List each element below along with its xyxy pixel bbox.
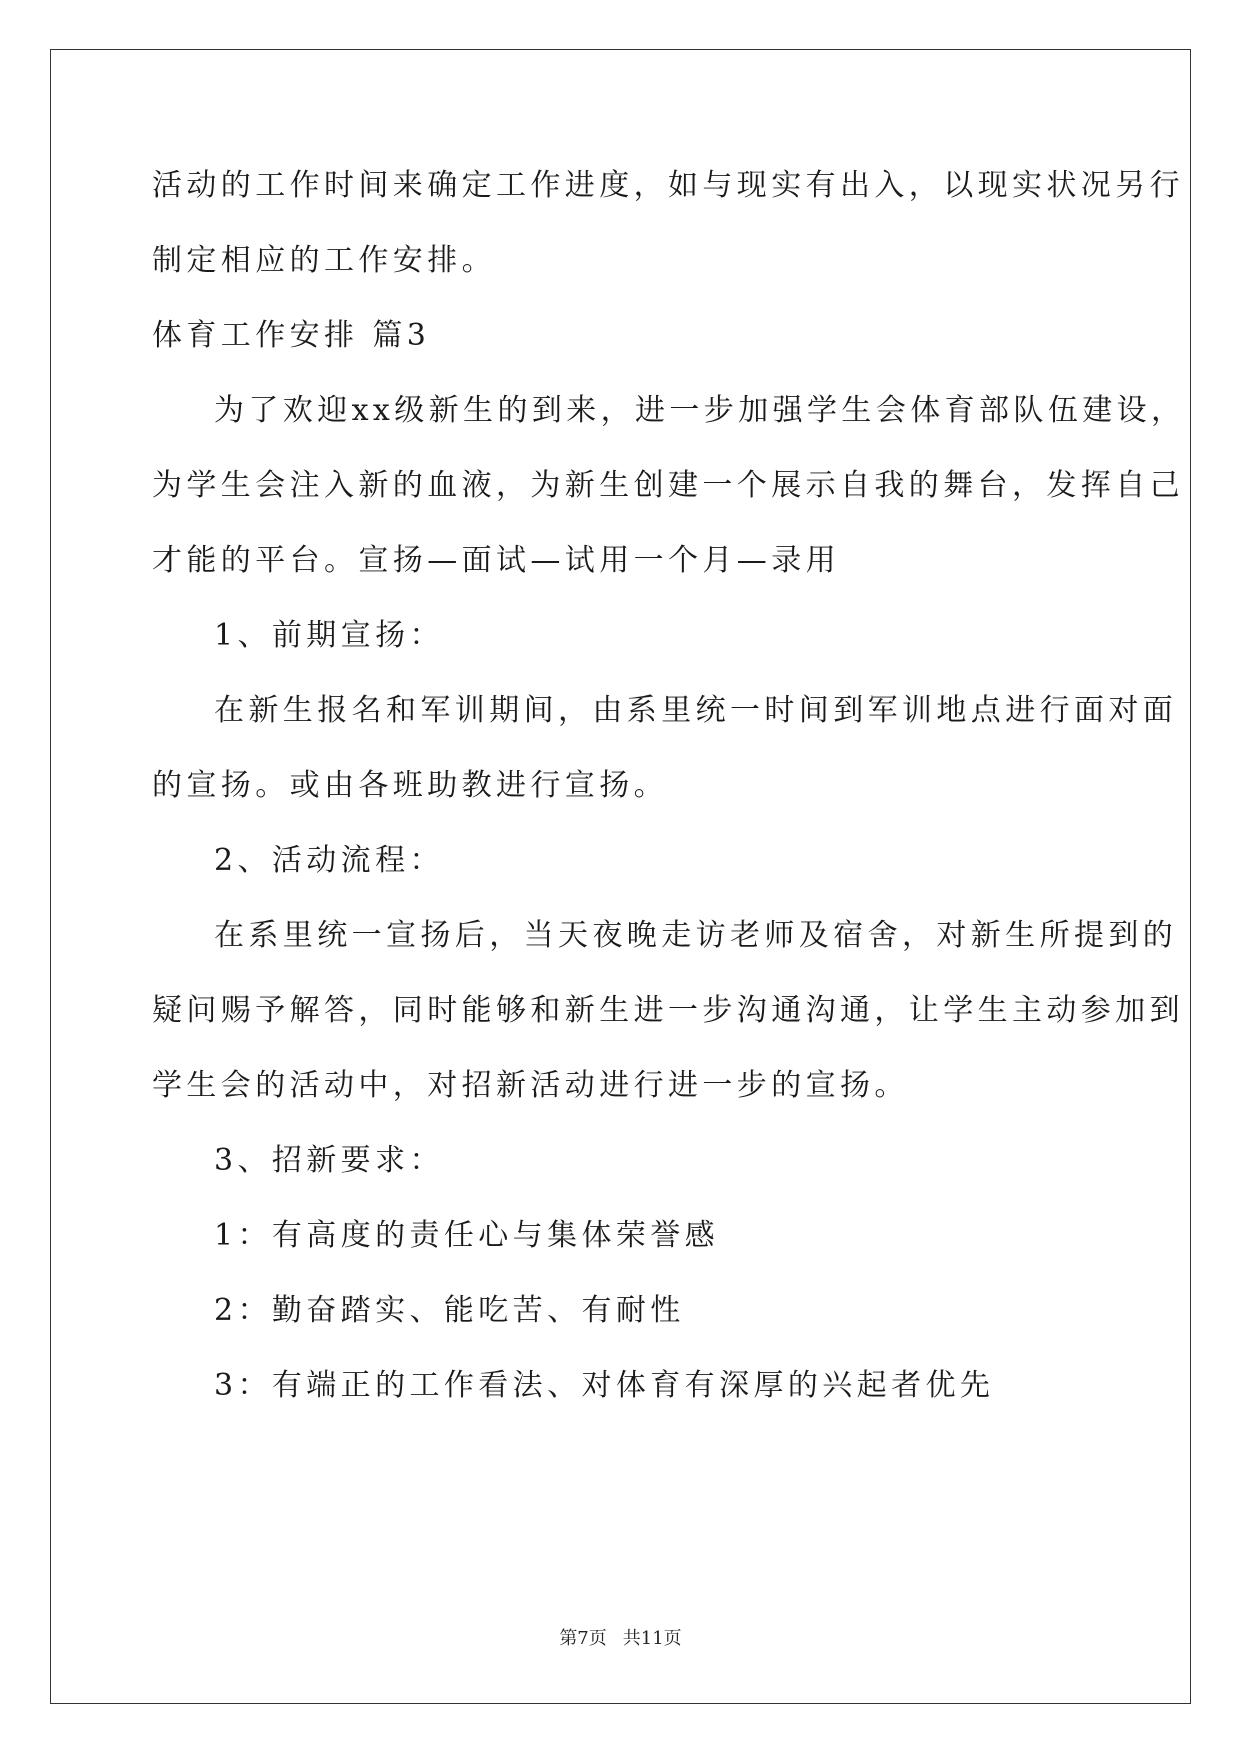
paragraph-line: 为学生会注入新的血液，为新生创建一个展示自我的舞台，发挥自己 [152,468,1184,503]
subheading: 2、活动流程： [214,843,444,878]
list-item: 3：有端正的工作看法、对体育有深厚的兴起者优先 [214,1368,995,1403]
paragraph-line: 在系里统一宣扬后，当天夜晚走访老师及宿舍，对新生所提到的 [214,918,1178,953]
list-item: 2：勤奋踏实、能吃苦、有耐性 [214,1293,685,1328]
subheading: 3、招新要求： [214,1143,444,1178]
section-heading: 体育工作安排 篇3 [152,318,431,353]
paragraph-line: 疑问赐予解答，同时能够和新生进一步沟通沟通，让学生主动参加到 [152,993,1184,1028]
paragraph-line: 在新生报名和军训期间，由系里统一时间到军训地点进行面对面 [214,693,1178,728]
paragraph-line: 制定相应的工作安排。 [152,243,496,278]
paragraph-line: 的宣扬。或由各班助教进行宣扬。 [152,768,668,803]
subheading: 1、前期宣扬： [214,618,444,653]
page-number-total: 共11页 [622,1628,682,1649]
paragraph-line: 活动的工作时间来确定工作进度，如与现实有出入，以现实状况另行 [152,168,1184,203]
paragraph-line: 为了欢迎xx级新生的到来，进一步加强学生会体育部队伍建设， [214,393,1186,428]
paragraph-line: 学生会的活动中，对招新活动进行进一步的宣扬。 [152,1068,909,1103]
page-footer [0,1628,1241,1650]
paragraph-line: 才能的平台。宣扬—面试—试用一个月—录用 [152,543,840,578]
list-item: 1：有高度的责任心与集体荣誉感 [214,1218,720,1253]
page-number-current: 第7页 [559,1628,607,1649]
